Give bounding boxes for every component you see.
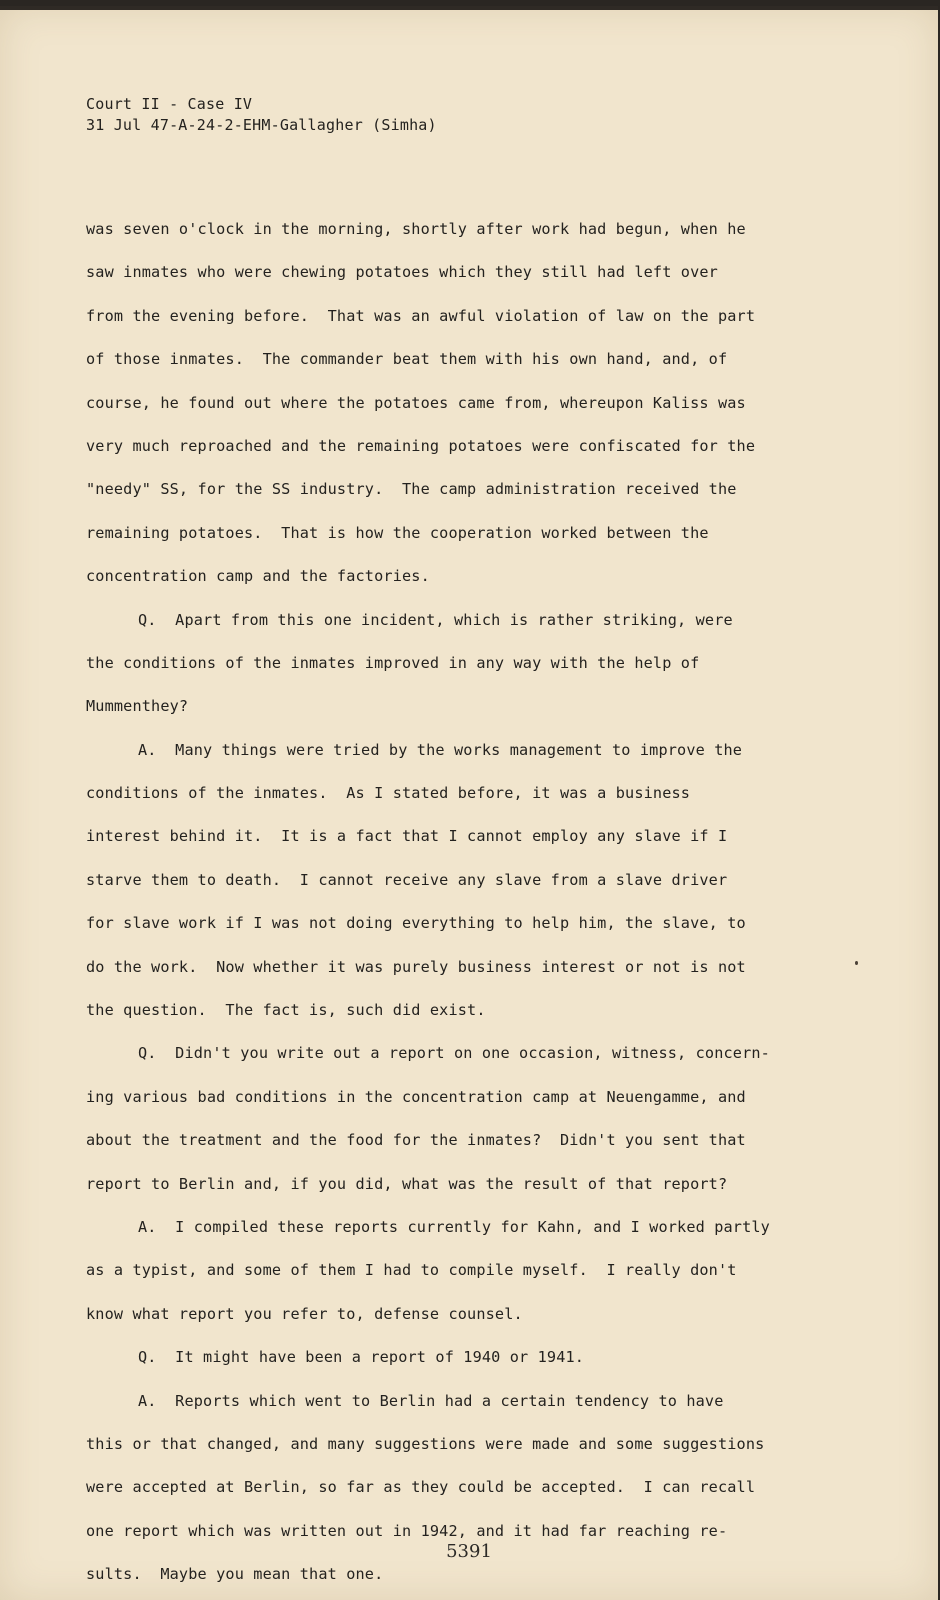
- transcript-line: do the work. Now whether it was purely business interest or not is not: [86, 957, 746, 976]
- transcript-line: starve them to death. I cannot receive any slave from a slave driver: [86, 870, 728, 889]
- header-date-line: 31 Jul 47-A-24-2-EHM-Gallagher (Simha): [86, 116, 437, 134]
- transcript-line: the conditions of the inmates improved in any way with the help of: [86, 653, 700, 672]
- transcript-line: know what report you refer to, defense counsel.: [86, 1304, 523, 1323]
- transcript-line: as a typist, and some of them I had to compile myself. I really don't: [86, 1261, 737, 1280]
- transcript-line: this or that changed, and many suggestions were made and some suggestions: [86, 1434, 765, 1453]
- page-number: 5391: [446, 1541, 492, 1562]
- transcript-line: interest behind it. It is a fact that I cannot employ any slave if I: [86, 827, 728, 846]
- transcript-line: from the evening before. That was an awful violation of law on the part: [86, 306, 756, 325]
- transcript-line: one report which was written out in 1942, and it had far reaching re-: [86, 1521, 728, 1540]
- page-top-edge: [0, 6, 938, 10]
- header-case-line: Court II - Case IV: [86, 95, 253, 113]
- transcript-line: for slave work if I was not doing everything to help him, the slave, to: [86, 914, 746, 933]
- transcript-body: [86, 208, 866, 1597]
- transcript-line: ing various bad conditions in the concentration camp at Neuengamme, and: [86, 1087, 746, 1106]
- transcript-line: "needy" SS, for the SS industry. The camp administration received the: [86, 480, 737, 499]
- transcript-line: concentration camp and the factories.: [86, 567, 430, 586]
- transcript-line: remaining potatoes. That is how the cooperation worked between the: [86, 523, 709, 542]
- transcript-line: Q. Didn't you write out a report on one occasion, witness, concern-: [138, 1044, 770, 1063]
- transcript-line: course, he found out where the potatoes came from, whereupon Kaliss was: [86, 393, 746, 412]
- transcript-line: conditions of the inmates. As I stated before, it was a business: [86, 784, 691, 803]
- transcript-line: Q. Apart from this one incident, which is rather striking, were: [138, 610, 733, 629]
- paper-speck: [855, 961, 858, 965]
- transcript-line: very much reproached and the remaining potatoes were confiscated for the: [86, 436, 756, 455]
- transcript-line: Q. It might have been a report of 1940 or 1941.: [138, 1348, 585, 1367]
- document-header: [86, 94, 437, 136]
- transcript-line: the question. The fact is, such did exist.: [86, 1001, 486, 1020]
- transcript-line: about the treatment and the food for the inmates? Didn't you sent that: [86, 1131, 746, 1150]
- transcript-line: report to Berlin and, if you did, what was the result of that report?: [86, 1174, 728, 1193]
- transcript-line: A. I compiled these reports currently for Kahn, and I worked partly: [138, 1217, 770, 1236]
- transcript-line: sults. Maybe you mean that one.: [86, 1565, 384, 1584]
- transcript-line: saw inmates who were chewing potatoes which they still had left over: [86, 263, 718, 282]
- transcript-line: was seven o'clock in the morning, shortly after work had begun, when he: [86, 220, 746, 238]
- transcript-line: of those inmates. The commander beat them with his own hand, and, of: [86, 350, 728, 369]
- document-page: [0, 6, 938, 1600]
- transcript-line: A. Reports which went to Berlin had a certain tendency to have: [138, 1391, 724, 1410]
- transcript-line: were accepted at Berlin, so far as they could be accepted. I can recall: [86, 1478, 756, 1497]
- transcript-line: A. Many things were tried by the works management to improve the: [138, 740, 743, 759]
- transcript-line: Mummenthey?: [86, 697, 189, 716]
